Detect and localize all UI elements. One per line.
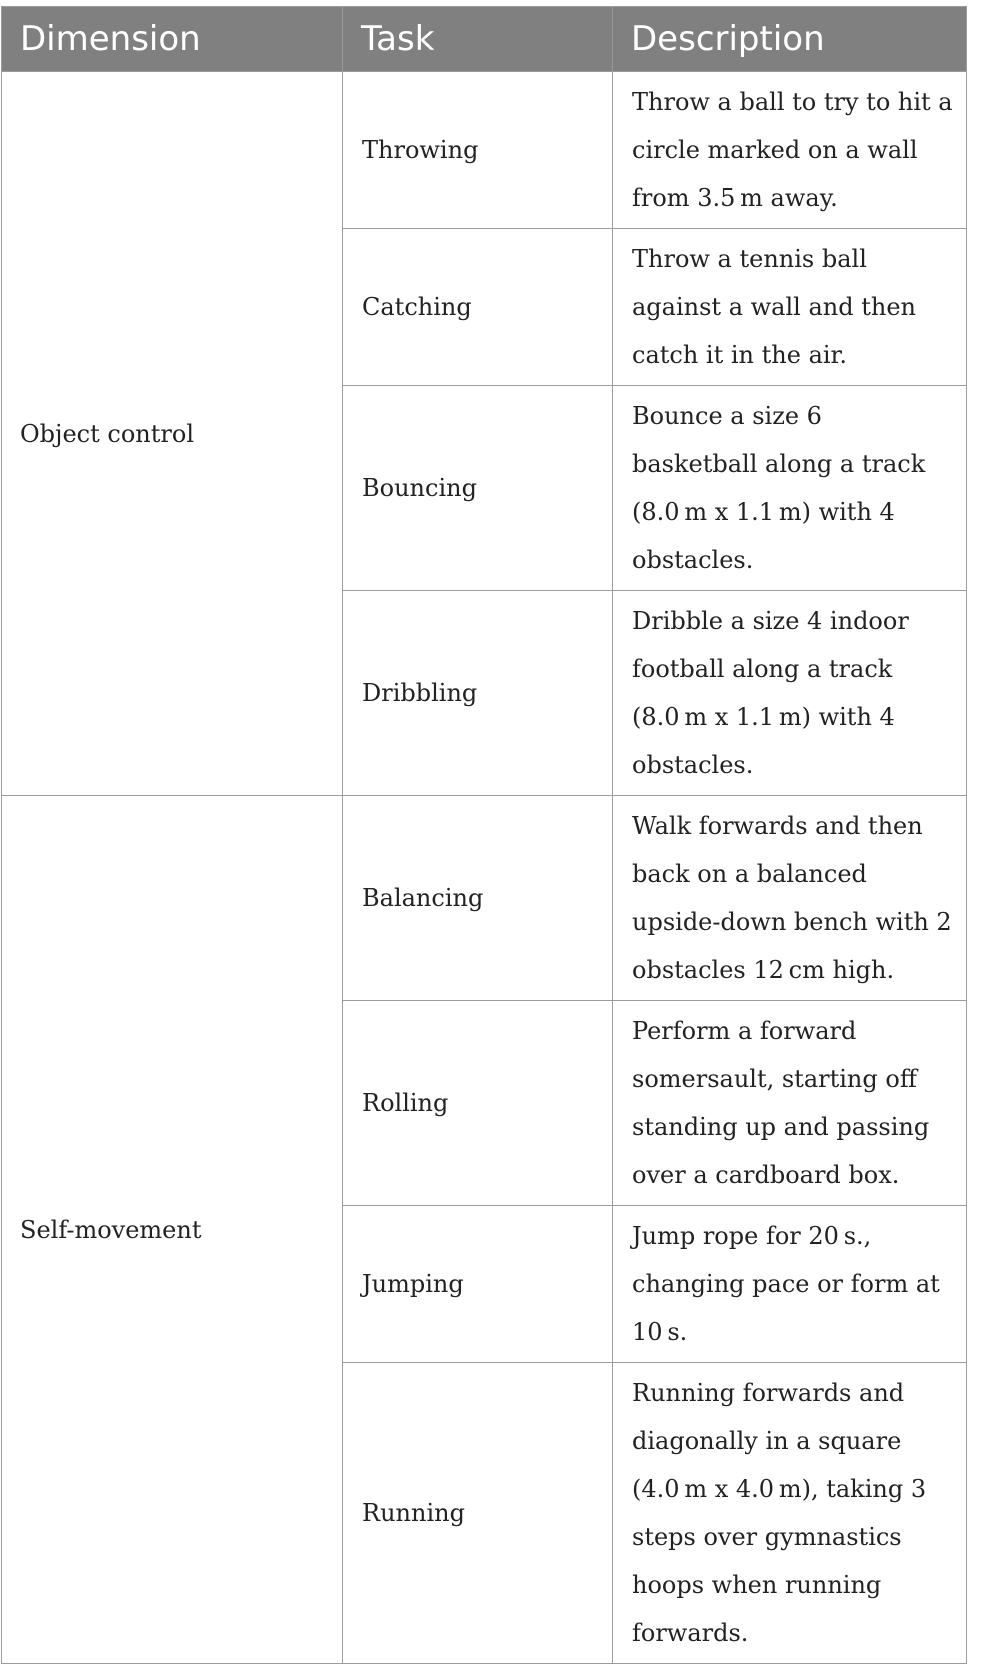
dimension-cell: Self-movement bbox=[2, 796, 343, 1664]
task-cell: Balancing bbox=[343, 796, 613, 1001]
description-cell: Throw a tennis ball against a wall and then catch it in the air. bbox=[613, 229, 967, 386]
task-cell: Jumping bbox=[343, 1206, 613, 1363]
task-cell: Catching bbox=[343, 229, 613, 386]
description-cell: Throw a ball to try to hit a circle marked on a wall from 3.5 m away. bbox=[613, 72, 967, 229]
table-row bbox=[2, 72, 967, 229]
task-cell: Bouncing bbox=[343, 386, 613, 591]
header-description: Description bbox=[613, 7, 967, 72]
description-cell: Running forwards and diagonally in a square (4.0 m x 4.0 m), taking 3 steps over gymnastics hoops when running forwards. bbox=[613, 1363, 967, 1664]
task-cell: Running bbox=[343, 1363, 613, 1664]
header-dimension: Dimension bbox=[2, 7, 343, 72]
header-task: Task bbox=[343, 7, 613, 72]
header-row bbox=[2, 7, 967, 72]
task-cell: Rolling bbox=[343, 1001, 613, 1206]
table-row bbox=[2, 796, 967, 1001]
motor-tasks-table bbox=[1, 6, 967, 1664]
description-cell: Jump rope for 20 s., changing pace or form at 10 s. bbox=[613, 1206, 967, 1363]
description-cell: Dribble a size 4 indoor football along a track (8.0 m x 1.1 m) with 4 obstacles. bbox=[613, 591, 967, 796]
task-cell: Throwing bbox=[343, 72, 613, 229]
description-cell: Perform a forward somersault, starting off standing up and passing over a cardboard box. bbox=[613, 1001, 967, 1206]
description-cell: Bounce a size 6 basketball along a track (8.0 m x 1.1 m) with 4 obstacles. bbox=[613, 386, 967, 591]
description-cell: Walk forwards and then back on a balanced upside-down bench with 2 obstacles 12 cm high. bbox=[613, 796, 967, 1001]
task-cell: Dribbling bbox=[343, 591, 613, 796]
dimension-cell: Object control bbox=[2, 72, 343, 796]
